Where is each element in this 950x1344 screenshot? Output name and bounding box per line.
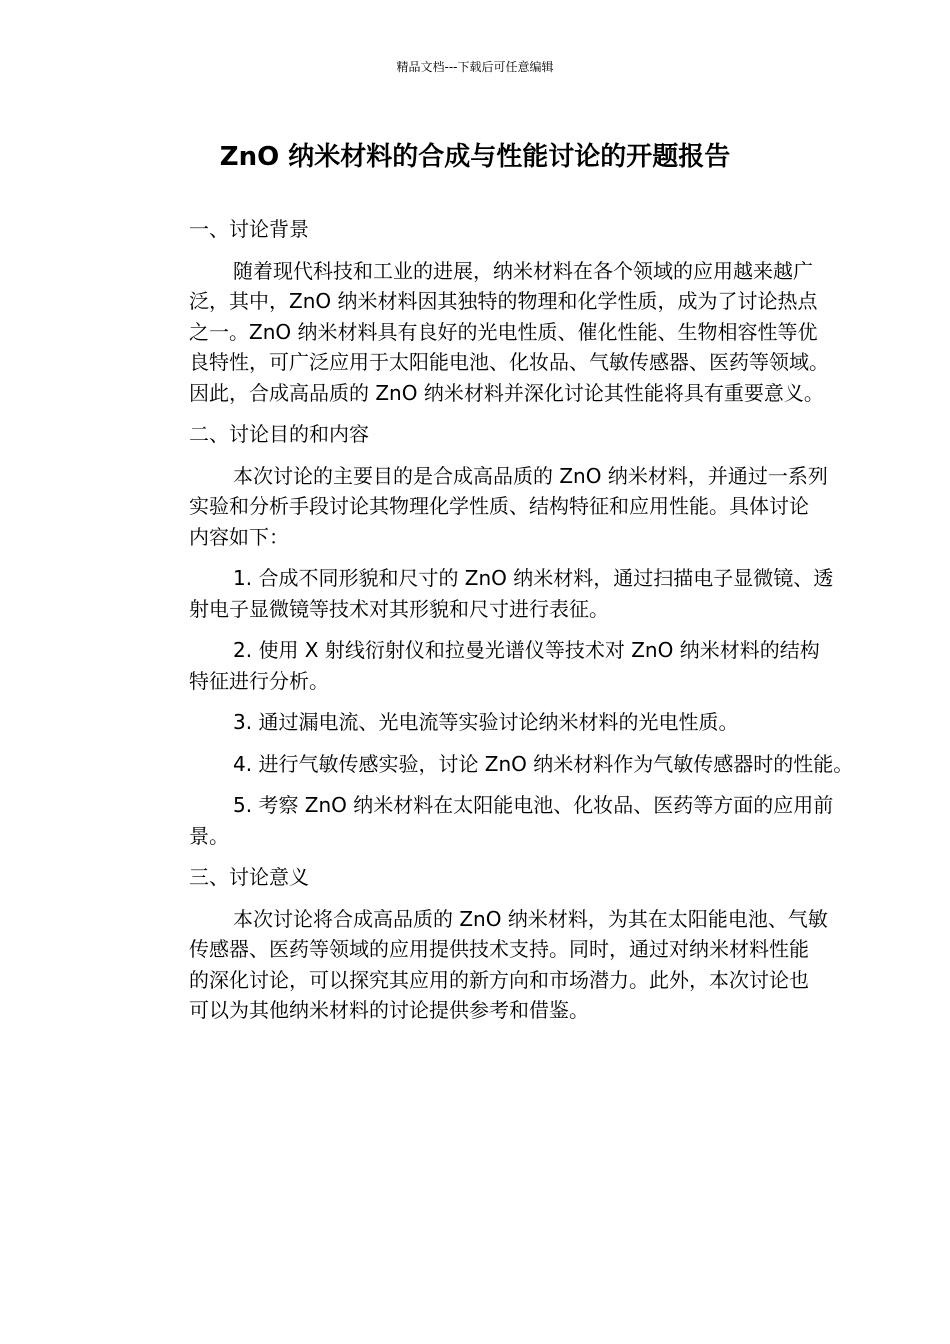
text-line: 内容如下： [189,524,289,549]
text-line: 实验和分析手段讨论其物理化学性质、结构特征和应用性能。具体讨论 [189,494,809,518]
text-line: 本次讨论的主要目的是合成高品质的 ZnO 纳米材料，并通过一系列 [233,463,828,488]
text-line: 传感器、医药等领域的应用提供技术支持。同时，通过对纳米材料性能 [189,937,809,961]
text-line: 可以为其他纳米材料的讨论提供参考和借鉴。 [189,998,589,1022]
document-body [145,214,854,1037]
paragraph-background [145,256,829,409]
text-line: 本次讨论将合成高品质的 ZnO 纳米材料，为其在太阳能电池、气敏 [233,906,828,931]
text-line: 1. 合成不同形貌和尺寸的 ZnO 纳米材料，通过扫描电子显微镜、透 [233,566,834,590]
paragraph-objectives-intro [145,461,828,553]
text-line: 2. 使用 X 射线衍射仪和拉曼光谱仪等技术对 ZnO 纳米材料的结构 [233,638,820,662]
text-line: 特征进行分析。 [189,668,329,693]
text-line: 因此，合成高品质的 ZnO 纳米材料并深化讨论其性能将具有重要意义。 [189,380,824,405]
paragraph-significance [145,904,828,1026]
text-line: 随着现代科技和工业的进展，纳米材料在各个领域的应用越来越广 [233,258,813,283]
list-item-3 [145,707,817,738]
list-item-2 [145,635,820,696]
text-line: 良特性，可广泛应用于太阳能电池、化妆品、气敏传感器、医药等领域。 [189,350,829,374]
text-line: 射电子显微镜等技术对其形貌和尺寸进行表征。 [189,596,609,621]
header-note: 精品文档---下载后可任意编辑 [396,60,554,74]
text-line: 4. 进行气敏传感实验，讨论 ZnO 纳米材料作为气敏传感器时的性能。 [233,751,854,776]
text-line: 景。 [189,823,229,848]
list-item-1 [145,563,834,624]
list-item-5 [145,790,834,851]
section-heading-objectives: 二、讨论目的和内容 [189,422,369,446]
text-line: 的深化讨论，可以探究其应用的新方向和市场潜力。此外，本次讨论也 [189,967,809,992]
text-line: 泛，其中，ZnO 纳米材料因其独特的物理和化学性质，成为了讨论热点 [189,289,818,313]
section-heading-background: 一、讨论背景 [189,217,309,241]
document-title: ZnO 纳米材料的合成与性能讨论的开题报告 [219,142,731,172]
section-heading-significance: 三、讨论意义 [189,865,309,889]
text-line: 3. 通过漏电流、光电流等实验讨论纳米材料的光电性质。 [233,710,739,734]
text-line: 之一。ZnO 纳米材料具有良好的光电性质、催化性能、生物相容性等优 [189,319,818,344]
list-item-4 [145,749,854,780]
text-line: 5. 考察 ZnO 纳米材料在太阳能电池、化妆品、医药等方面的应用前 [233,793,834,817]
